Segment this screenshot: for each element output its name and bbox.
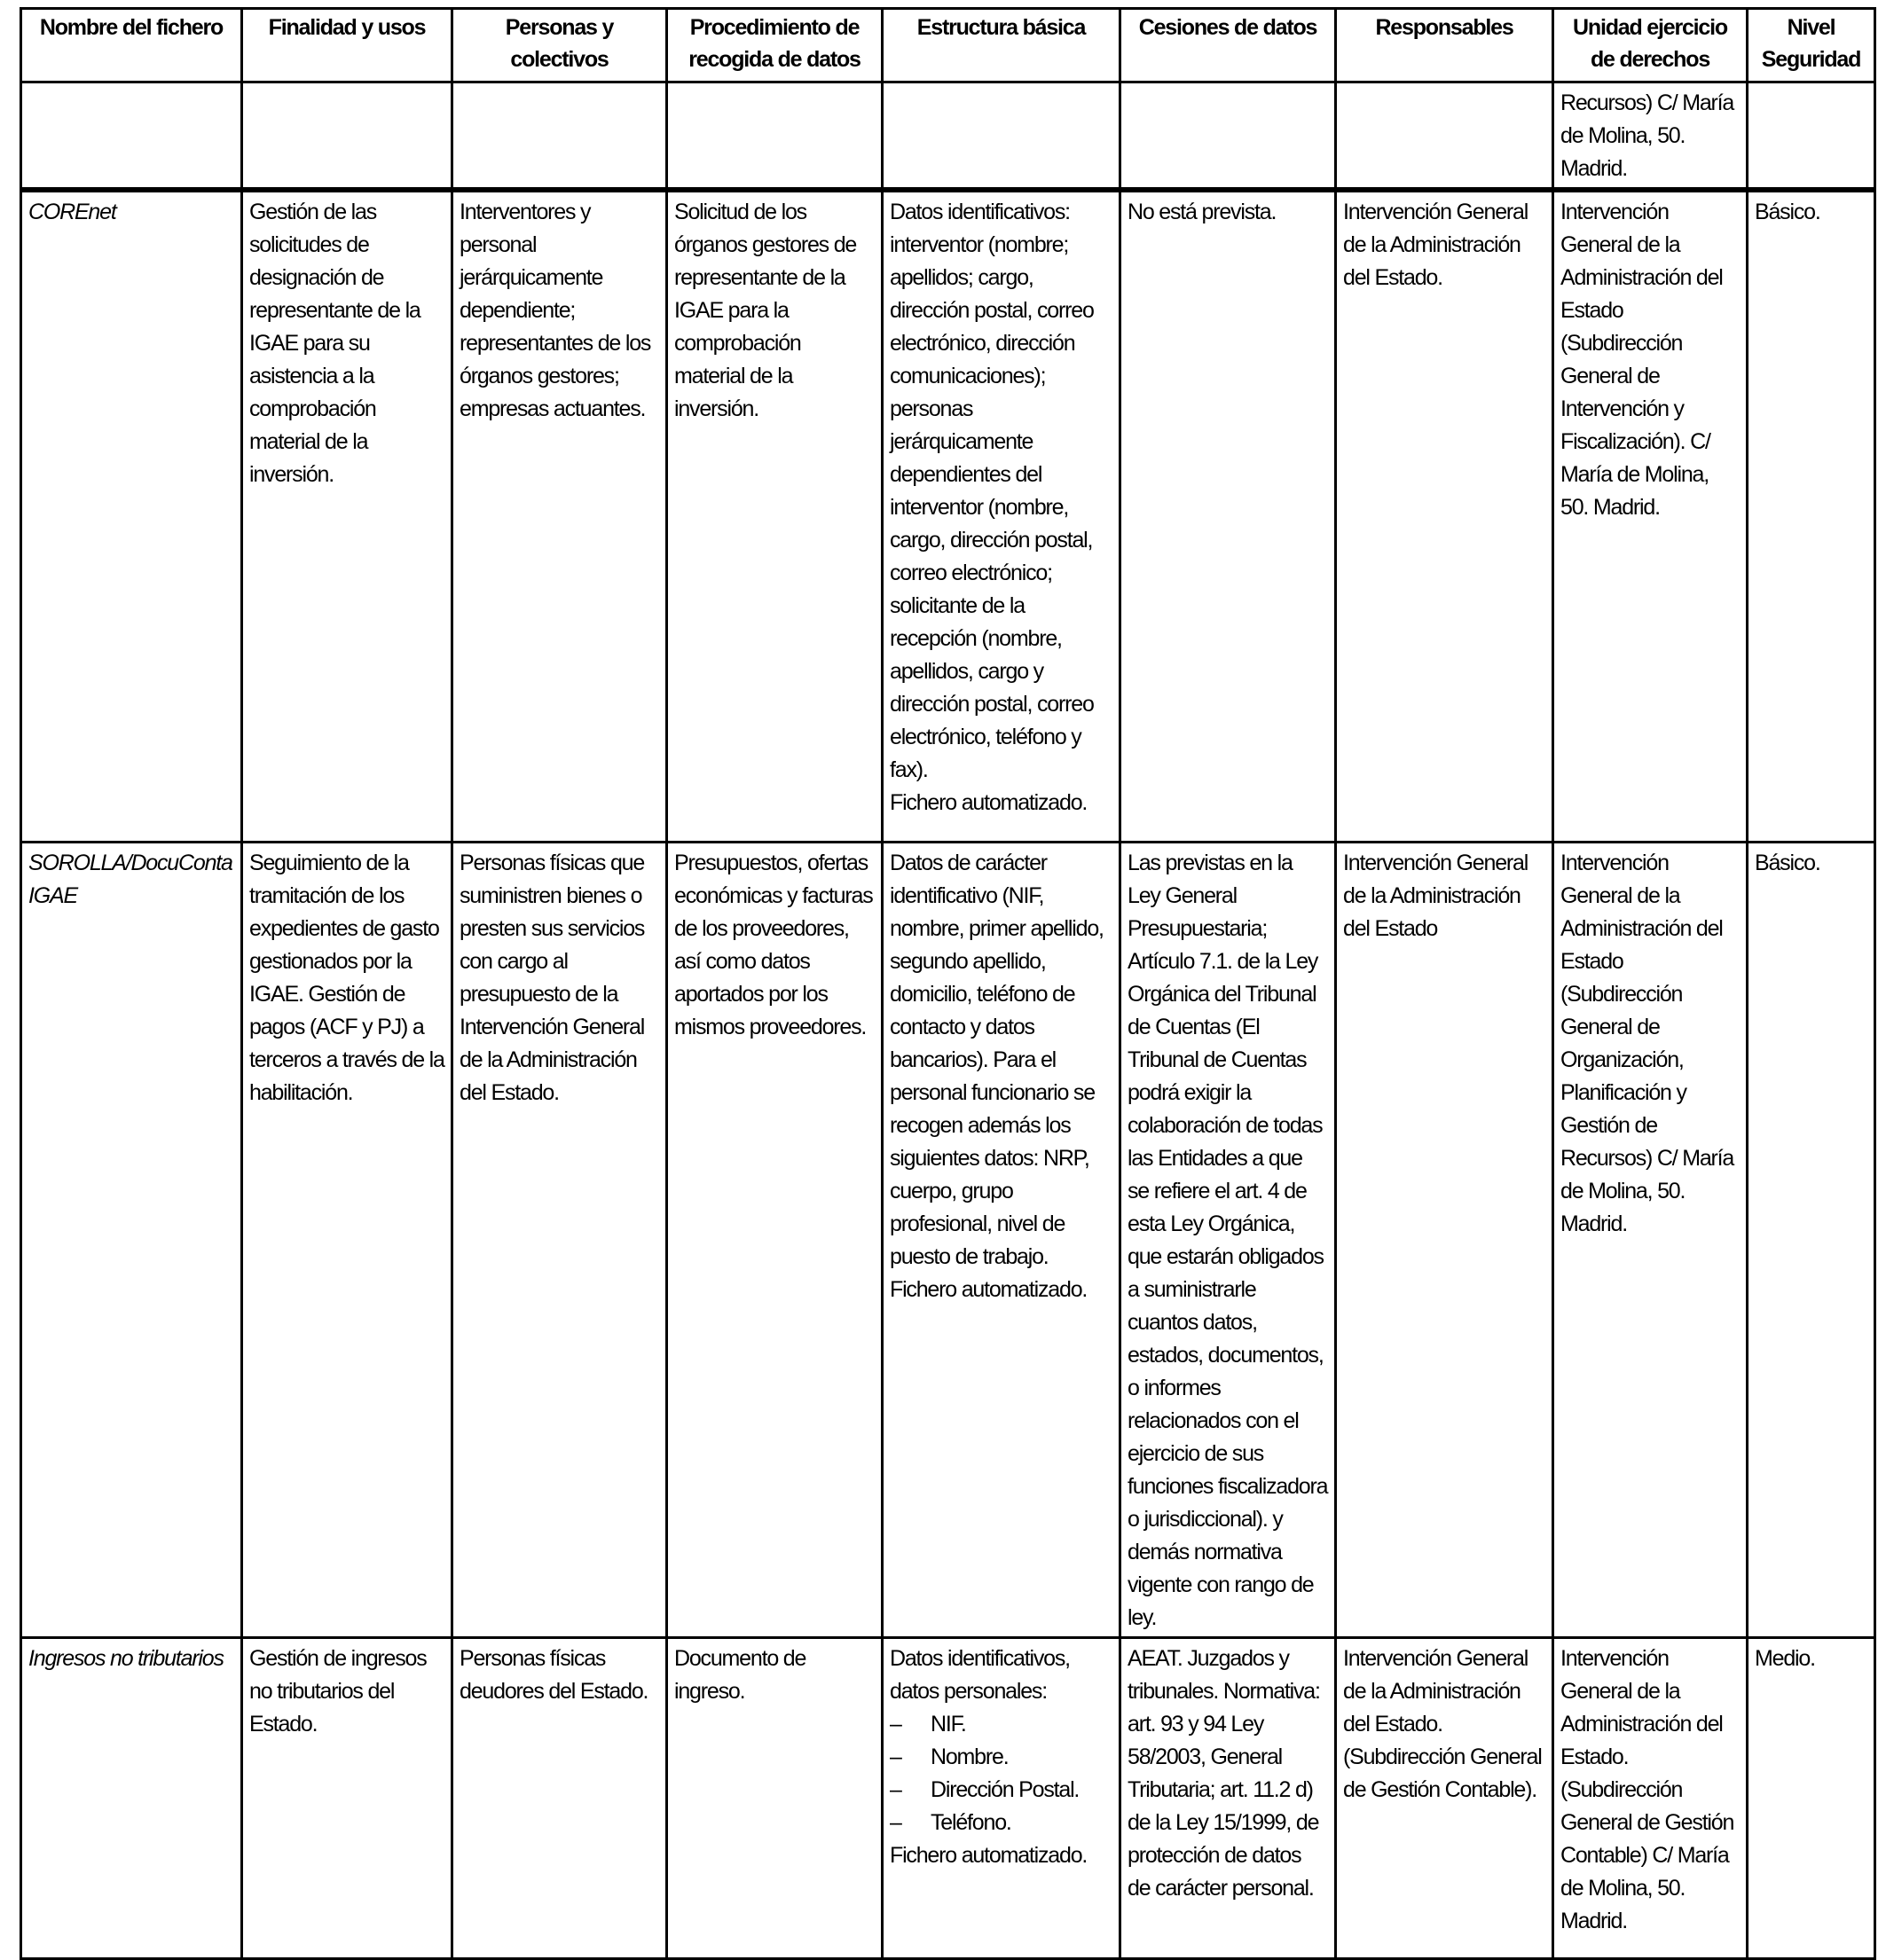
cell-personas: Interventores y personal jerárquicamente dependiente; representantes de los órganos gestores; empresas actuantes. <box>452 190 667 842</box>
dash-marker: – <box>890 1711 901 1737</box>
table-row <box>21 842 1875 1637</box>
list-item-text: Teléfono. <box>931 1809 1011 1835</box>
cell-nombre: COREnet <box>21 190 242 842</box>
table-row <box>21 1637 1875 1958</box>
document-page <box>20 7 1874 1945</box>
cell-responsables <box>1336 82 1553 191</box>
cell-nombre: SOROLLA/DocuConta IGAE <box>21 842 242 1637</box>
cell-responsables: Intervención General de la Administración del Estado. (Subdirección General de Gestión Contable). <box>1336 1637 1553 1958</box>
list-item <box>890 1807 1112 1839</box>
column-header-personas: Personas y colectivos <box>452 9 667 82</box>
cell-finalidad <box>242 82 452 191</box>
cell-responsables: Intervención General de la Administración del Estado. <box>1336 190 1553 842</box>
list-item-text: Dirección Postal. <box>931 1776 1080 1802</box>
estructura-text: Datos identificativos, datos personales: <box>890 1645 1070 1704</box>
cell-unidad: Recursos) C/ María de Molina, 50. Madrid. <box>1553 82 1748 191</box>
cell-cesiones <box>1120 82 1336 191</box>
cell-nivel: Básico. <box>1748 190 1875 842</box>
table-row <box>21 190 1875 842</box>
cell-nivel: Medio. <box>1748 1637 1875 1958</box>
column-header-procedimiento: Procedimiento de recogida de datos <box>667 9 883 82</box>
estructura-text: Datos identificativos: interventor (nombre; apellidos; cargo, dirección postal, correo electrónico, dirección comunicaciones); personas jerárquicamente dependientes del interventor (nombre, cargo, dirección postal, correo electrónico; solicitante de la recepción (nombre, apellidos, cargo y dirección postal, correo electrónico, teléfono y fax). <box>890 200 1094 782</box>
column-header-nivel: Nivel Seguridad <box>1748 9 1875 82</box>
list-item-text: Nombre. <box>931 1744 1009 1769</box>
continuation-row <box>21 82 1875 191</box>
list-item-text: NIF. <box>931 1711 966 1737</box>
column-header-estructura: Estructura básica <box>883 9 1120 82</box>
cell-finalidad: Gestión de las solicitudes de designación de representante de la IGAE para su asistencia a la comprobación material de la inversión. <box>242 190 452 842</box>
dash-marker: – <box>890 1776 901 1802</box>
cell-procedimiento: Documento de ingreso. <box>667 1637 883 1958</box>
estructura-note: Fichero automatizado. <box>890 1276 1088 1302</box>
cell-estructura <box>883 82 1120 191</box>
cell-nombre <box>21 82 242 191</box>
dash-marker: – <box>890 1809 901 1835</box>
cell-procedimiento: Presupuestos, ofertas económicas y facturas de los proveedores, así como datos aportados por los mismos proveedores. <box>667 842 883 1637</box>
column-header-cesiones: Cesiones de datos <box>1120 9 1336 82</box>
cell-finalidad: Seguimiento de la tramitación de los expedientes de gasto gestionados por la IGAE. Gestión de pagos (ACF y PJ) a terceros a través de la habilitación. <box>242 842 452 1637</box>
cell-procedimiento <box>667 82 883 191</box>
cell-cesiones: Las previstas en la Ley General Presupuestaria; Artículo 7.1. de la Ley Orgánica del Tribunal de Cuentas (El Tribunal de Cuentas podrá exigir la colaboración de todas las Entidades a que se refiere el art. 4 de esta Ley Orgánica, que estarán obligados a suministrarle cuantos datos, estados, documentos, o informes relacionados con el ejercicio de sus funciones fiscalizadora o jurisdiccional). y demás normativa vigente con rango de ley. <box>1120 842 1336 1637</box>
cell-cesiones: AEAT. Juzgados y tribunales. Normativa: art. 93 y 94 Ley 58/2003, General Tributaria; art. 11.2 d) de la Ley 15/1999, de protección de datos de carácter personal. <box>1120 1637 1336 1958</box>
cell-cesiones: No está prevista. <box>1120 190 1336 842</box>
cell-finalidad: Gestión de ingresos no tributarios del Estado. <box>242 1637 452 1958</box>
cell-estructura <box>883 190 1120 842</box>
file-registry-table <box>20 7 1876 1960</box>
cell-estructura <box>883 842 1120 1637</box>
table-header-row <box>21 9 1875 82</box>
estructura-text: Datos de carácter identificativo (NIF, nombre, primer apellido, segundo apellido, domicilio, teléfono de contacto y datos bancarios). Para el personal funcionario se recogen además los siguientes datos: NRP, cuerpo, grupo profesional, nivel de puesto de trabajo. <box>890 850 1104 1269</box>
cell-unidad: Intervención General de la Administración del Estado (Subdirección General de Organización, Planificación y Gestión de Recursos) C/ María de Molina, 50. Madrid. <box>1553 842 1748 1637</box>
cell-responsables: Intervención General de la Administración del Estado <box>1336 842 1553 1637</box>
cell-personas: Personas físicas deudores del Estado. <box>452 1637 667 1958</box>
column-header-nombre: Nombre del fichero <box>21 9 242 82</box>
cell-nivel <box>1748 82 1875 191</box>
cell-personas: Personas físicas que suministren bienes o presten sus servicios con cargo al presupuesto de la Intervención General de la Administración del Estado. <box>452 842 667 1637</box>
column-header-finalidad: Finalidad y usos <box>242 9 452 82</box>
list-item <box>890 1708 1112 1741</box>
column-header-unidad: Unidad ejercicio de derechos <box>1553 9 1748 82</box>
estructura-field-list <box>890 1708 1112 1839</box>
cell-personas <box>452 82 667 191</box>
cell-nombre: Ingresos no tributarios <box>21 1637 242 1958</box>
list-item <box>890 1741 1112 1774</box>
dash-marker: – <box>890 1744 901 1769</box>
estructura-note: Fichero automatizado. <box>890 790 1088 815</box>
column-header-responsables: Responsables <box>1336 9 1553 82</box>
cell-unidad: Intervención General de la Administración del Estado. (Subdirección General de Gestión Contable) C/ María de Molina, 50. Madrid. <box>1553 1637 1748 1958</box>
list-item <box>890 1774 1112 1807</box>
estructura-note: Fichero automatizado. <box>890 1842 1088 1868</box>
cell-nivel: Básico. <box>1748 842 1875 1637</box>
cell-unidad: Intervención General de la Administración del Estado (Subdirección General de Intervención y Fiscalización). C/ María de Molina, 50. Madrid. <box>1553 190 1748 842</box>
cell-procedimiento: Solicitud de los órganos gestores de representante de la IGAE para la comprobación material de la inversión. <box>667 190 883 842</box>
cell-estructura <box>883 1637 1120 1958</box>
